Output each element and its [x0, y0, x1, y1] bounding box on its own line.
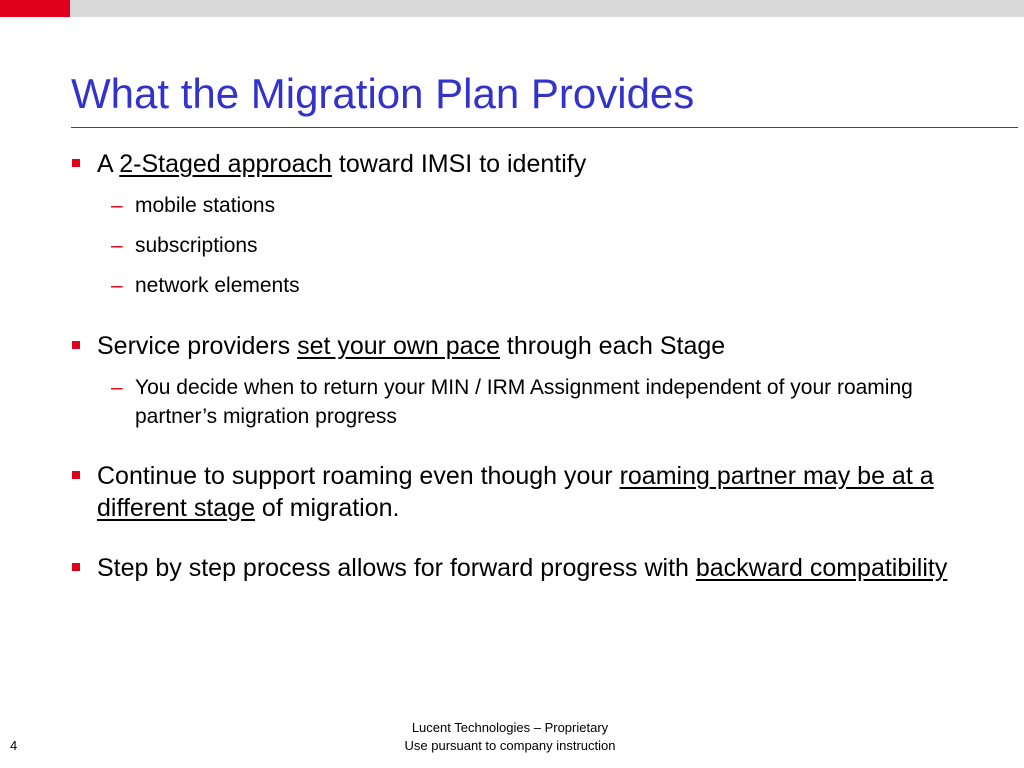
- underlined-phrase: set your own pace: [297, 332, 500, 360]
- dash-bullet-icon: –: [111, 194, 123, 217]
- sub-bullet-text: subscriptions: [135, 234, 258, 257]
- slide-title: What the Migration Plan Provides: [71, 70, 695, 117]
- bullet-text-segment: Step by step process allows for forward progress with: [97, 554, 696, 582]
- underlined-phrase: backward compatibility: [695, 554, 948, 582]
- bullet-text: [97, 330, 967, 362]
- dash-bullet-icon: –: [111, 274, 123, 297]
- page-number: 4: [10, 738, 18, 753]
- bullet-item: [72, 330, 972, 362]
- sub-bullet-item: [111, 271, 951, 300]
- sub-bullet-text: network elements: [135, 274, 300, 297]
- sub-bullet-item: [111, 231, 951, 260]
- square-bullet-icon: [72, 341, 80, 349]
- bullet-text-segment: of migration.: [254, 494, 400, 522]
- sub-bullet-text: mobile stations: [135, 194, 276, 217]
- bullet-text-segment: Service providers: [97, 332, 298, 360]
- square-bullet-icon: [72, 159, 80, 167]
- footer-line-usage: Use pursuant to company instruction: [404, 738, 616, 753]
- sub-bullet-item: [111, 191, 951, 220]
- bullet-text-segment: through each Stage: [499, 332, 726, 360]
- bullet-text-segment: A: [97, 150, 120, 178]
- dash-bullet-icon: –: [111, 234, 123, 257]
- footer-notice: [380, 719, 640, 755]
- bullet-text: [97, 460, 967, 524]
- square-bullet-icon: [72, 471, 80, 479]
- bullet-item: [72, 552, 972, 616]
- bullet-item: [72, 460, 972, 524]
- underlined-phrase: 2-Staged approach: [119, 150, 332, 178]
- bullet-text: [97, 552, 967, 584]
- bullet-text-segment: toward IMSI to identify: [331, 150, 587, 178]
- bullet-text-segment: Continue to support roaming even though your: [97, 462, 620, 490]
- sub-bullet-text: You decide when to return your MIN / IRM Assignment independent of your roaming partner’s migration progress: [135, 376, 913, 428]
- sub-bullet-item: [111, 373, 951, 431]
- bullet-text: [97, 148, 967, 180]
- bullet-item: [72, 148, 972, 180]
- footer-line-proprietary: Lucent Technologies – Proprietary: [411, 720, 609, 735]
- square-bullet-icon: [72, 563, 80, 571]
- underlined-phrase: roaming partner may be at a different stage: [97, 462, 934, 522]
- dash-bullet-icon: –: [111, 376, 123, 399]
